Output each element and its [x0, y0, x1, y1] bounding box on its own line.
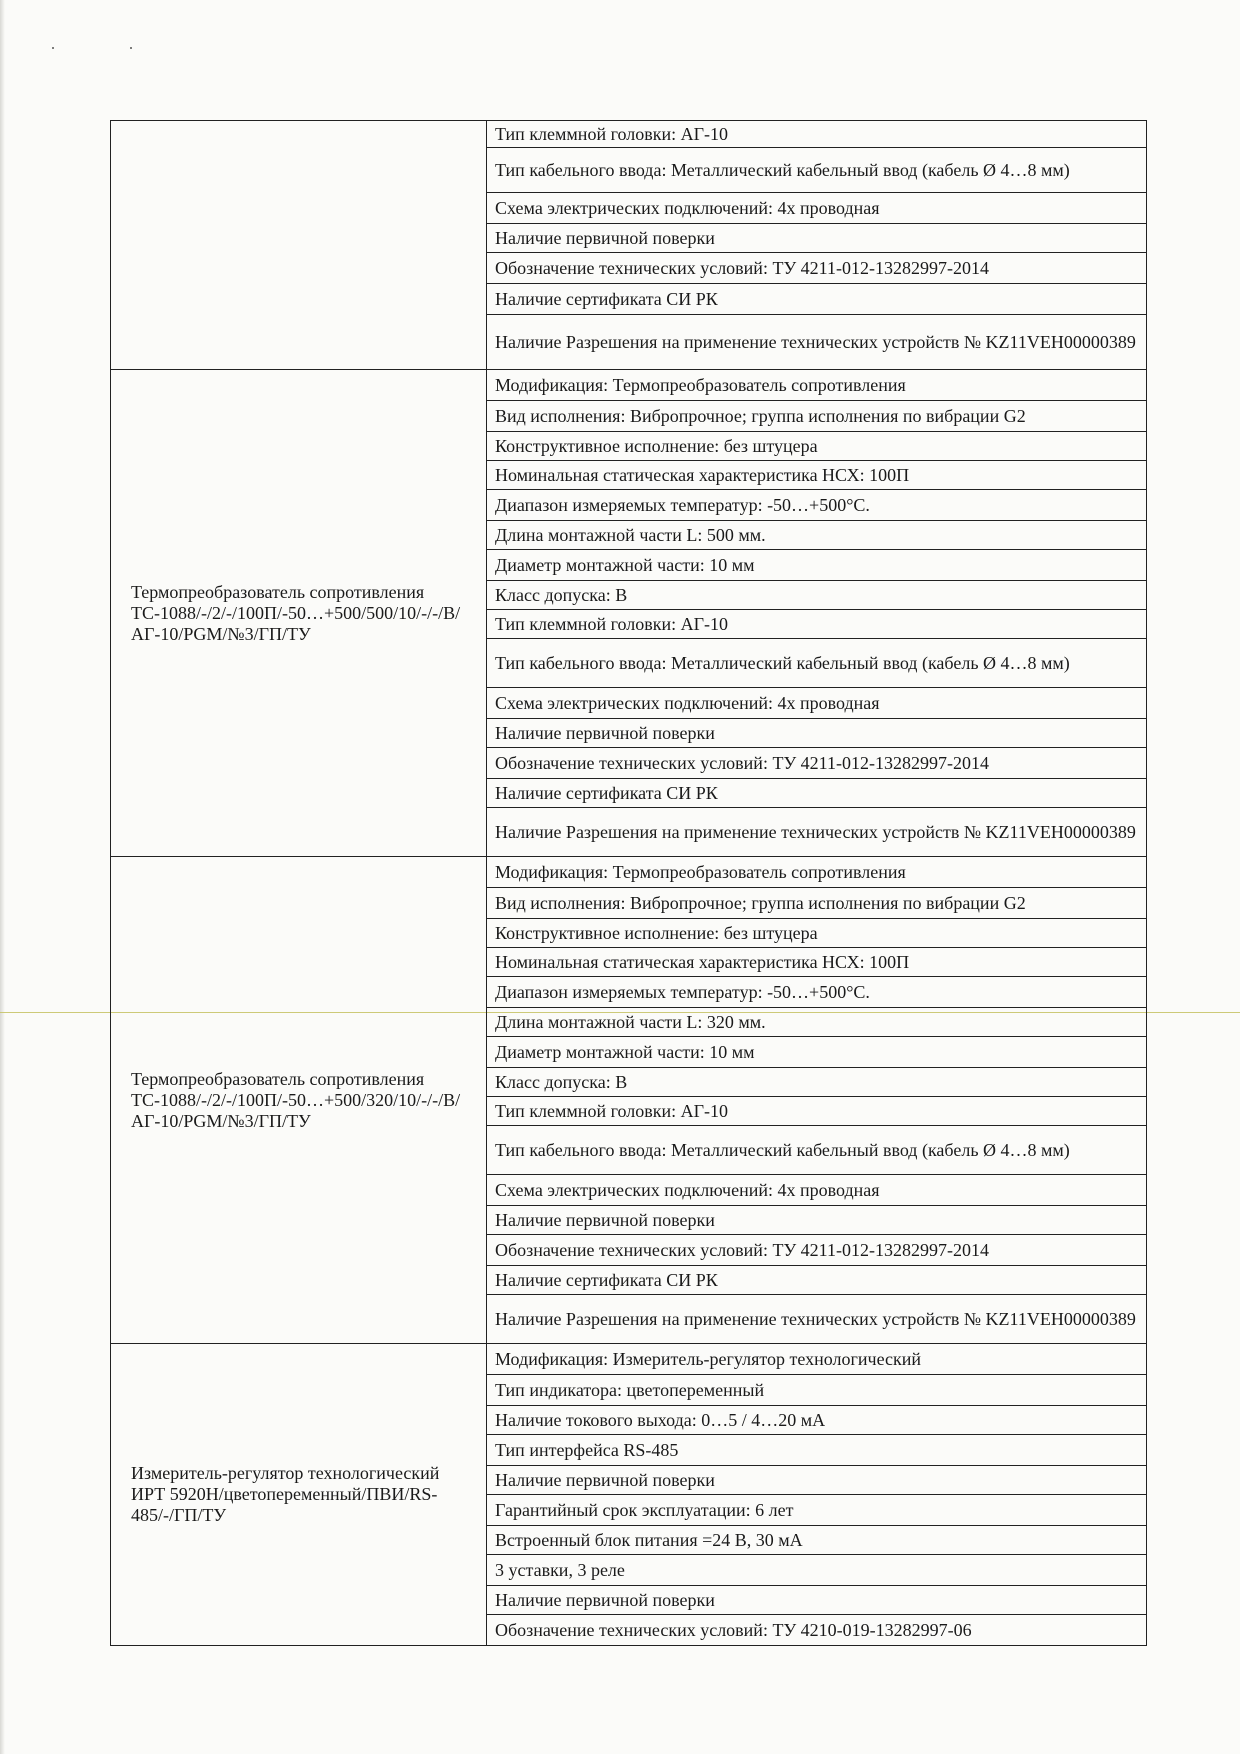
property-cell: Обозначение технических условий: ТУ 4211-012-13282997-2014	[487, 748, 1147, 779]
product-cell	[111, 1344, 487, 1646]
property-cell: Вид исполнения: Вибропрочное; группа исполнения по вибрации G2	[487, 401, 1147, 432]
table-row	[111, 121, 1147, 148]
product-cell	[111, 857, 487, 1344]
property-cell: Встроенный блок питания =24 В, 30 мА	[487, 1526, 1147, 1555]
scan-speck	[130, 47, 132, 49]
property-cell: Класс допуска: В	[487, 581, 1147, 610]
property-cell: Диаметр монтажной части: 10 мм	[487, 550, 1147, 581]
property-cell: Модификация: Измеритель-регулятор технологический	[487, 1344, 1147, 1375]
property-cell: Наличие первичной поверки	[487, 1586, 1147, 1615]
property-cell: Наличие первичной поверки	[487, 1206, 1147, 1235]
property-cell: Тип кабельного ввода: Металлический кабельный ввод (кабель Ø 4…8 мм)	[487, 639, 1147, 688]
property-cell: Длина монтажной части L: 320 мм.	[487, 1008, 1147, 1037]
property-cell: Номинальная статическая характеристика НСХ: 100П	[487, 948, 1147, 977]
page-edge-shadow	[0, 0, 5, 1754]
property-cell: Наличие Разрешения на применение технических устройств № KZ11VEH00000389	[487, 808, 1147, 857]
property-cell: Класс допуска: В	[487, 1068, 1147, 1097]
property-cell: Наличие сертификата СИ РК	[487, 284, 1147, 315]
property-cell: Тип кабельного ввода: Металлический кабельный ввод (кабель Ø 4…8 мм)	[487, 148, 1147, 193]
property-cell: Наличие первичной поверки	[487, 224, 1147, 253]
table-row	[111, 857, 1147, 888]
property-cell: Наличие сертификата СИ РК	[487, 1266, 1147, 1295]
property-cell: Тип клеммной головки: АГ-10	[487, 121, 1147, 148]
property-cell: Модификация: Термопреобразователь сопротивления	[487, 370, 1147, 401]
product-cell	[111, 370, 487, 857]
property-cell: Номинальная статическая характеристика НСХ: 100П	[487, 461, 1147, 490]
property-cell: Наличие сертификата СИ РК	[487, 779, 1147, 808]
property-cell: Диапазон измеряемых температур: -50…+500°С.	[487, 977, 1147, 1008]
property-cell: Обозначение технических условий: ТУ 4210-019-13282997-06	[487, 1615, 1147, 1646]
property-cell: Наличие первичной поверки	[487, 719, 1147, 748]
specification-table-body	[111, 121, 1147, 1646]
property-cell: Конструктивное исполнение: без штуцера	[487, 432, 1147, 461]
property-cell: Тип кабельного ввода: Металлический кабельный ввод (кабель Ø 4…8 мм)	[487, 1126, 1147, 1175]
property-cell: Тип индикатора: цветопеременный	[487, 1375, 1147, 1406]
product-name: Термопреобразователь сопротивления ТС-1088/-/2/-/100П/-50…+500/320/10/-/-/В/АГ-10/PGM/№3/ГП/ТУ	[131, 1068, 461, 1131]
property-cell: Обозначение технических условий: ТУ 4211-012-13282997-2014	[487, 1235, 1147, 1266]
property-cell: Тип интерфейса RS-485	[487, 1435, 1147, 1466]
property-cell: Наличие первичной поверки	[487, 1466, 1147, 1495]
property-cell: Диаметр монтажной части: 10 мм	[487, 1037, 1147, 1068]
property-cell: Обозначение технических условий: ТУ 4211-012-13282997-2014	[487, 253, 1147, 284]
property-cell: Конструктивное исполнение: без штуцера	[487, 919, 1147, 948]
property-cell: Схема электрических подключений: 4х проводная	[487, 1175, 1147, 1206]
property-cell: 3 уставки, 3 реле	[487, 1555, 1147, 1586]
table-row	[111, 370, 1147, 401]
property-cell: Вид исполнения: Вибропрочное; группа исполнения по вибрации G2	[487, 888, 1147, 919]
specification-table	[110, 120, 1147, 1646]
product-name: Термопреобразователь сопротивления ТС-1088/-/2/-/100П/-50…+500/500/10/-/-/В/АГ-10/PGM/№3/ГП/ТУ	[131, 581, 461, 644]
property-cell: Наличие токового выхода: 0…5 / 4…20 мА	[487, 1406, 1147, 1435]
property-cell: Схема электрических подключений: 4х проводная	[487, 688, 1147, 719]
property-cell: Модификация: Термопреобразователь сопротивления	[487, 857, 1147, 888]
property-cell: Длина монтажной части L: 500 мм.	[487, 521, 1147, 550]
property-cell: Наличие Разрешения на применение технических устройств № KZ11VEH00000389	[487, 1295, 1147, 1344]
property-cell: Гарантийный срок эксплуатации: 6 лет	[487, 1495, 1147, 1526]
property-cell: Тип клеммной головки: АГ-10	[487, 610, 1147, 639]
property-cell: Диапазон измеряемых температур: -50…+500°С.	[487, 490, 1147, 521]
scan-speck	[52, 47, 54, 49]
table-row	[111, 1344, 1147, 1375]
property-cell: Наличие Разрешения на применение технических устройств № KZ11VEH00000389	[487, 315, 1147, 370]
property-cell: Схема электрических подключений: 4х проводная	[487, 193, 1147, 224]
product-cell	[111, 121, 487, 370]
property-cell: Тип клеммной головки: АГ-10	[487, 1097, 1147, 1126]
product-name: Измеритель-регулятор технологический ИРТ 5920Н/цветопеременный/ПВИ/RS-485/-/ГП/ТУ	[131, 1463, 440, 1525]
